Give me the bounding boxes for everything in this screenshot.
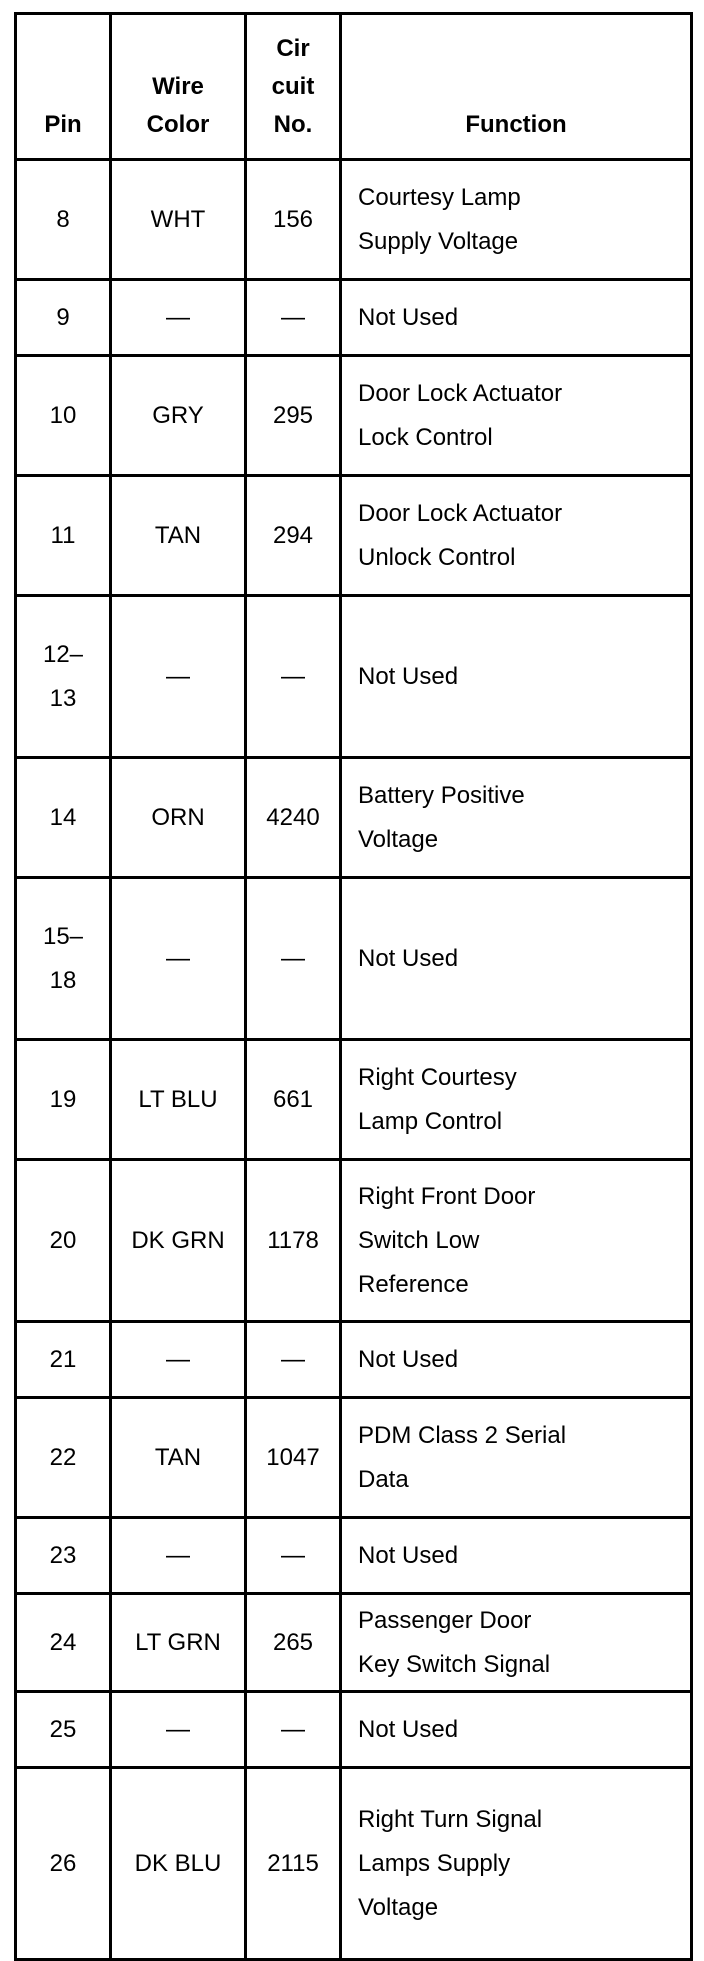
header-pin: Pin [16, 14, 111, 160]
function-cell: Battery Positive Voltage [341, 758, 692, 878]
header-wire-color: Wire Color [111, 14, 246, 160]
pin-cell: 25 [16, 1692, 111, 1768]
function-cell: Right Turn Signal Lamps Supply Voltage [341, 1768, 692, 1960]
function-cell: Right Front Door Switch Low Reference [341, 1160, 692, 1322]
circuit-no-cell: 1178 [246, 1160, 341, 1322]
table-row [16, 356, 692, 476]
wire-color-cell: — [111, 1692, 246, 1768]
wire-color-cell: DK GRN [111, 1160, 246, 1322]
header-circuit-no: Cir cuit No. [246, 14, 341, 160]
circuit-no-cell: 1047 [246, 1398, 341, 1518]
table-row [16, 1692, 692, 1768]
function-cell: Not Used [341, 1692, 692, 1768]
wire-color-cell: GRY [111, 356, 246, 476]
function-cell: Right Courtesy Lamp Control [341, 1040, 692, 1160]
wire-color-cell: — [111, 878, 246, 1040]
circuit-no-cell: — [246, 596, 341, 758]
circuit-no-cell: — [246, 878, 341, 1040]
header-function: Function [341, 14, 692, 160]
wire-color-cell: — [111, 1518, 246, 1594]
circuit-no-cell: 2115 [246, 1768, 341, 1960]
function-cell: Door Lock Actuator Lock Control [341, 356, 692, 476]
pin-cell: 10 [16, 356, 111, 476]
table-row [16, 280, 692, 356]
table-row [16, 1322, 692, 1398]
function-cell: Door Lock Actuator Unlock Control [341, 476, 692, 596]
circuit-no-cell: 265 [246, 1594, 341, 1692]
function-cell: PDM Class 2 Serial Data [341, 1398, 692, 1518]
pin-cell: 20 [16, 1160, 111, 1322]
pin-cell: 14 [16, 758, 111, 878]
pin-cell: 26 [16, 1768, 111, 1960]
circuit-no-cell: — [246, 280, 341, 356]
table-row [16, 476, 692, 596]
wire-color-cell: TAN [111, 1398, 246, 1518]
pin-cell: 11 [16, 476, 111, 596]
table-row [16, 1768, 692, 1960]
function-cell: Passenger Door Key Switch Signal [341, 1594, 692, 1692]
pin-cell: 21 [16, 1322, 111, 1398]
table-row [16, 596, 692, 758]
wire-color-cell: DK BLU [111, 1768, 246, 1960]
table-row [16, 1518, 692, 1594]
circuit-no-cell: — [246, 1322, 341, 1398]
wire-color-cell: TAN [111, 476, 246, 596]
pin-cell: 9 [16, 280, 111, 356]
function-cell: Not Used [341, 1518, 692, 1594]
table-row [16, 1594, 692, 1692]
table-row [16, 1398, 692, 1518]
wire-color-cell: — [111, 280, 246, 356]
connector-pinout-table [14, 12, 693, 1961]
function-cell: Not Used [341, 1322, 692, 1398]
table-row [16, 878, 692, 1040]
circuit-no-cell: — [246, 1692, 341, 1768]
table-row [16, 1160, 692, 1322]
pin-cell: 15– 18 [16, 878, 111, 1040]
pin-cell: 19 [16, 1040, 111, 1160]
function-cell: Courtesy Lamp Supply Voltage [341, 160, 692, 280]
wire-color-cell: ORN [111, 758, 246, 878]
table-row [16, 160, 692, 280]
function-cell: Not Used [341, 596, 692, 758]
table-row [16, 758, 692, 878]
circuit-no-cell: 294 [246, 476, 341, 596]
circuit-no-cell: 661 [246, 1040, 341, 1160]
circuit-no-cell: 156 [246, 160, 341, 280]
pin-cell: 23 [16, 1518, 111, 1594]
pin-cell: 12– 13 [16, 596, 111, 758]
table-header-row [16, 14, 692, 160]
wire-color-cell: — [111, 596, 246, 758]
circuit-no-cell: 4240 [246, 758, 341, 878]
wire-color-cell: LT BLU [111, 1040, 246, 1160]
wire-color-cell: — [111, 1322, 246, 1398]
pin-cell: 22 [16, 1398, 111, 1518]
pin-cell: 24 [16, 1594, 111, 1692]
wire-color-cell: WHT [111, 160, 246, 280]
circuit-no-cell: 295 [246, 356, 341, 476]
circuit-no-cell: — [246, 1518, 341, 1594]
pin-cell: 8 [16, 160, 111, 280]
table-row [16, 1040, 692, 1160]
function-cell: Not Used [341, 878, 692, 1040]
wire-color-cell: LT GRN [111, 1594, 246, 1692]
function-cell: Not Used [341, 280, 692, 356]
